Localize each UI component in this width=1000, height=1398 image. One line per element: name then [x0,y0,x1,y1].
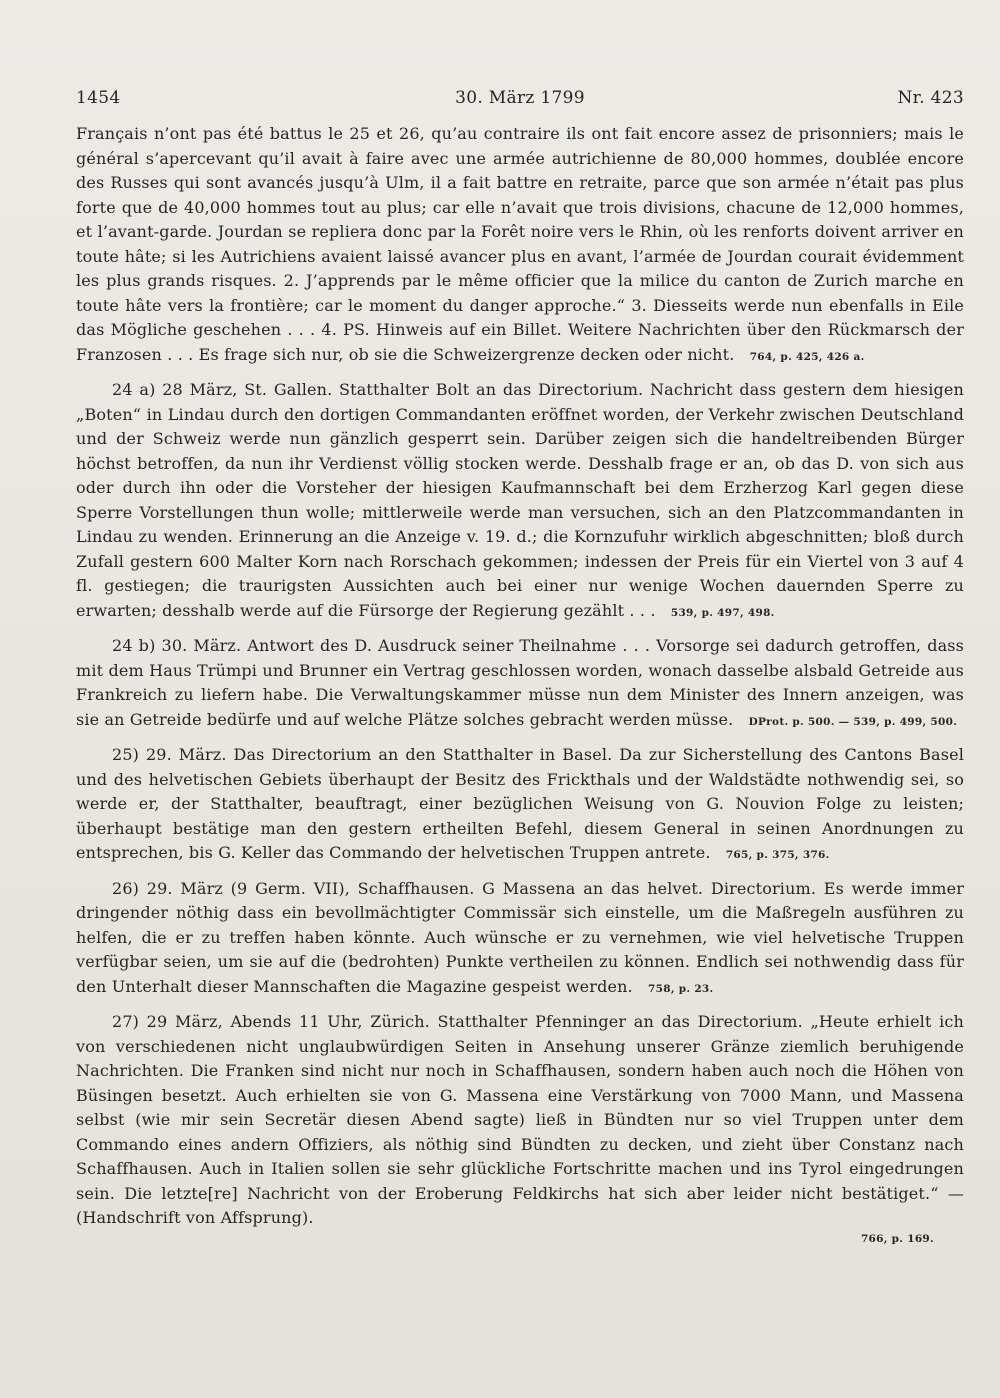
page-number: 1454 [76,88,121,108]
header-date: 30. März 1799 [455,88,585,108]
paragraph-24b [76,634,964,734]
paragraph-24a [76,378,964,625]
paragraph-27 [76,1010,964,1231]
paragraph-text: 27) 29 März, Abends 11 Uhr, Zürich. Statthalter Pfenninger an das Directorium. „Heute erhielt ich von verschiedenen nicht unglaubwürdigen Seiten in Ansehung unserer Gränze ziemlich beruhigende Nachrichten. Die Franken sind nicht nur noch in Schaffhausen, sondern haben auch noch die Höhen von Büsingen besetzt. Auch erhielten sie von G. Massena eine Verstärkung von 7000 Mann, und Massena selbst (wie mir sein Secretär diesen Abend sagte) ließ in Bündten nur so viel Truppen unter dem Commando eines andern Offiziers, als nöthig sind Bündten zu decken, und zieht über Constanz nach Schaffhausen. Auch in Italien sollen sie sehr glückliche Fortschritte machen und ins Tyrol eingedrungen sein. Die letzte[re] Nachricht von der Eroberung Feldkirchs hat sich aber leider nicht bestätiget.“ — (Handschrift von Affsprung). [76,1012,964,1227]
source-citation: 539, p. 497, 498. [670,606,775,619]
source-citation: 764, p. 425, 426 a. [749,350,865,363]
paragraph-text: 24 b) 30. März. Antwort des D. Ausdruck seiner Theilnahme . . . Vorsorge sei dadurch getroffen, dass mit dem Haus Trümpi und Brunner ein Vertrag geschlossen worden, wonach dasselbe alsbald Getreide aus Frankreich zu liefern habe. Die Verwaltungskammer müsse nun dem Minister des Innern anzeigen, was sie an Getreide bedürfe und auf welche Plätze solches gebracht werden müsse. [76,636,964,729]
paragraph-text: 26) 29. März (9 Germ. VII), Schaffhausen. G Massena an das helvet. Directorium. Es werde immer dringender nöthig dass ein bevollmächtigter Commissär sich einstelle, um die Maßregeln ausführen zu helfen, die er zu treffen haben könnte. Auch wünsche er zu vernehmen, wie viel helvetische Truppen verfügbar seien, um sie auf die (bedrohten) Punkte vertheilen zu können. Endlich sei nothwendig dass für den Unterhalt dieser Mannschaften die Magazine gespeist werden. [76,878,964,996]
paragraph-continuation [76,122,964,369]
source-citation: 766, p. 169. [860,1232,934,1245]
paragraph-25 [76,743,964,868]
source-citation: DProt. p. 500. — 539, p. 499, 500. [748,715,958,728]
document-body [76,122,964,1251]
source-citation: 765, p. 375, 376. [725,849,830,861]
page-header [76,88,964,122]
document-number: Nr. 423 [897,88,964,108]
source-citation: 758, p. 23. [648,982,714,995]
paragraph-text: 25) 29. März. Das Directorium an den Statthalter in Basel. Da zur Sicherstellung des Cantons Basel und des helvetischen Gebiets überhaupt der Besitz des Frickthals und der Waldstädte nothwendig sei, so werde er, der Statthalter, beauftragt, einer bezüglichen Weisung von G. Nouvion Folge zu leisten; überhaupt bestätige man den gestern ertheilten Befehl, diesem General in seinen Anordnungen zu entsprechen, bis G. Keller das Commando der helvetischen Truppen antrete. [76,745,964,862]
paragraph-text: 24 a) 28 März, St. Gallen. Statthalter Bolt an das Directorium. Nachricht dass gestern dem hiesigen „Boten“ in Lindau durch den dortigen Commandanten eröffnet worden, der Verkehr zwischen Deutschland und der Schweiz werde nun gänzlich gesperrt sein. Darüber zeigen sich die handeltreibenden Bürger höchst betroffen, da nun ihr Verdienst völlig stocken werde. Desshalb frage er an, ob das D. von sich aus oder durch ihn oder die Vorsteher der hiesigen Kaufmannschaft bei dem Erzherzog Karl gegen diese Sperre Vorstellungen thun wolle; mittlerweile werde man versuchen, sich an den Platzcommandanten in Lindau zu wenden. Erinnerung an die Anzeige v. 19. d.; die Kornzufuhr wirklich abgeschnitten; bloß durch Zufall gestern 600 Malter Korn nach Rorschach gekommen; indessen der Preis für ein Viertel von 3 auf 4 fl. gestiegen; die traurigsten Aussichten auch bei einer nur wenige Wochen dauernden Sperre zu erwarten; desshalb werde auf die Fürsorge der Regierung gezählt . . . [76,380,964,620]
paragraph-text: Français n’ont pas été battus le 25 et 26, qu’au contraire ils ont fait encore assez de prisonniers; mais le général s’apercevant qu’il avait à faire avec une armée autrichienne de 80,000 hommes, doublée encore des Russes qui sont avancés jusqu’à Ulm, il a fait battre en retraite, parce que son armée n’était pas plus forte que de 40,000 hommes tout au plus; car elle n’avait que trois divisions, chacune de 12,000 hommes, et l’avant-garde. Jourdan se repliera donc par la Forêt noire vers le Rhin, où les renforts doivent arriver en toute hâte; si les Autrichiens avaient laissé avancer plus en avant, l’armée de Jourdan courait évidemment les plus grands risques. 2. J’apprends par le même officier que la milice du canton de Zurich marche en toute hâte vers la frontière; car le moment du danger approche.“ 3. Diesseits werde nun ebenfalls in Eile das Mögliche geschehen . . . 4. PS. Hinweis auf ein Billet. Weitere Nachrichten über den Rückmarsch der Franzosen . . . Es frage sich nur, ob sie die Schweizergrenze decken oder nicht. [76,124,964,364]
paragraph-26 [76,877,964,1002]
